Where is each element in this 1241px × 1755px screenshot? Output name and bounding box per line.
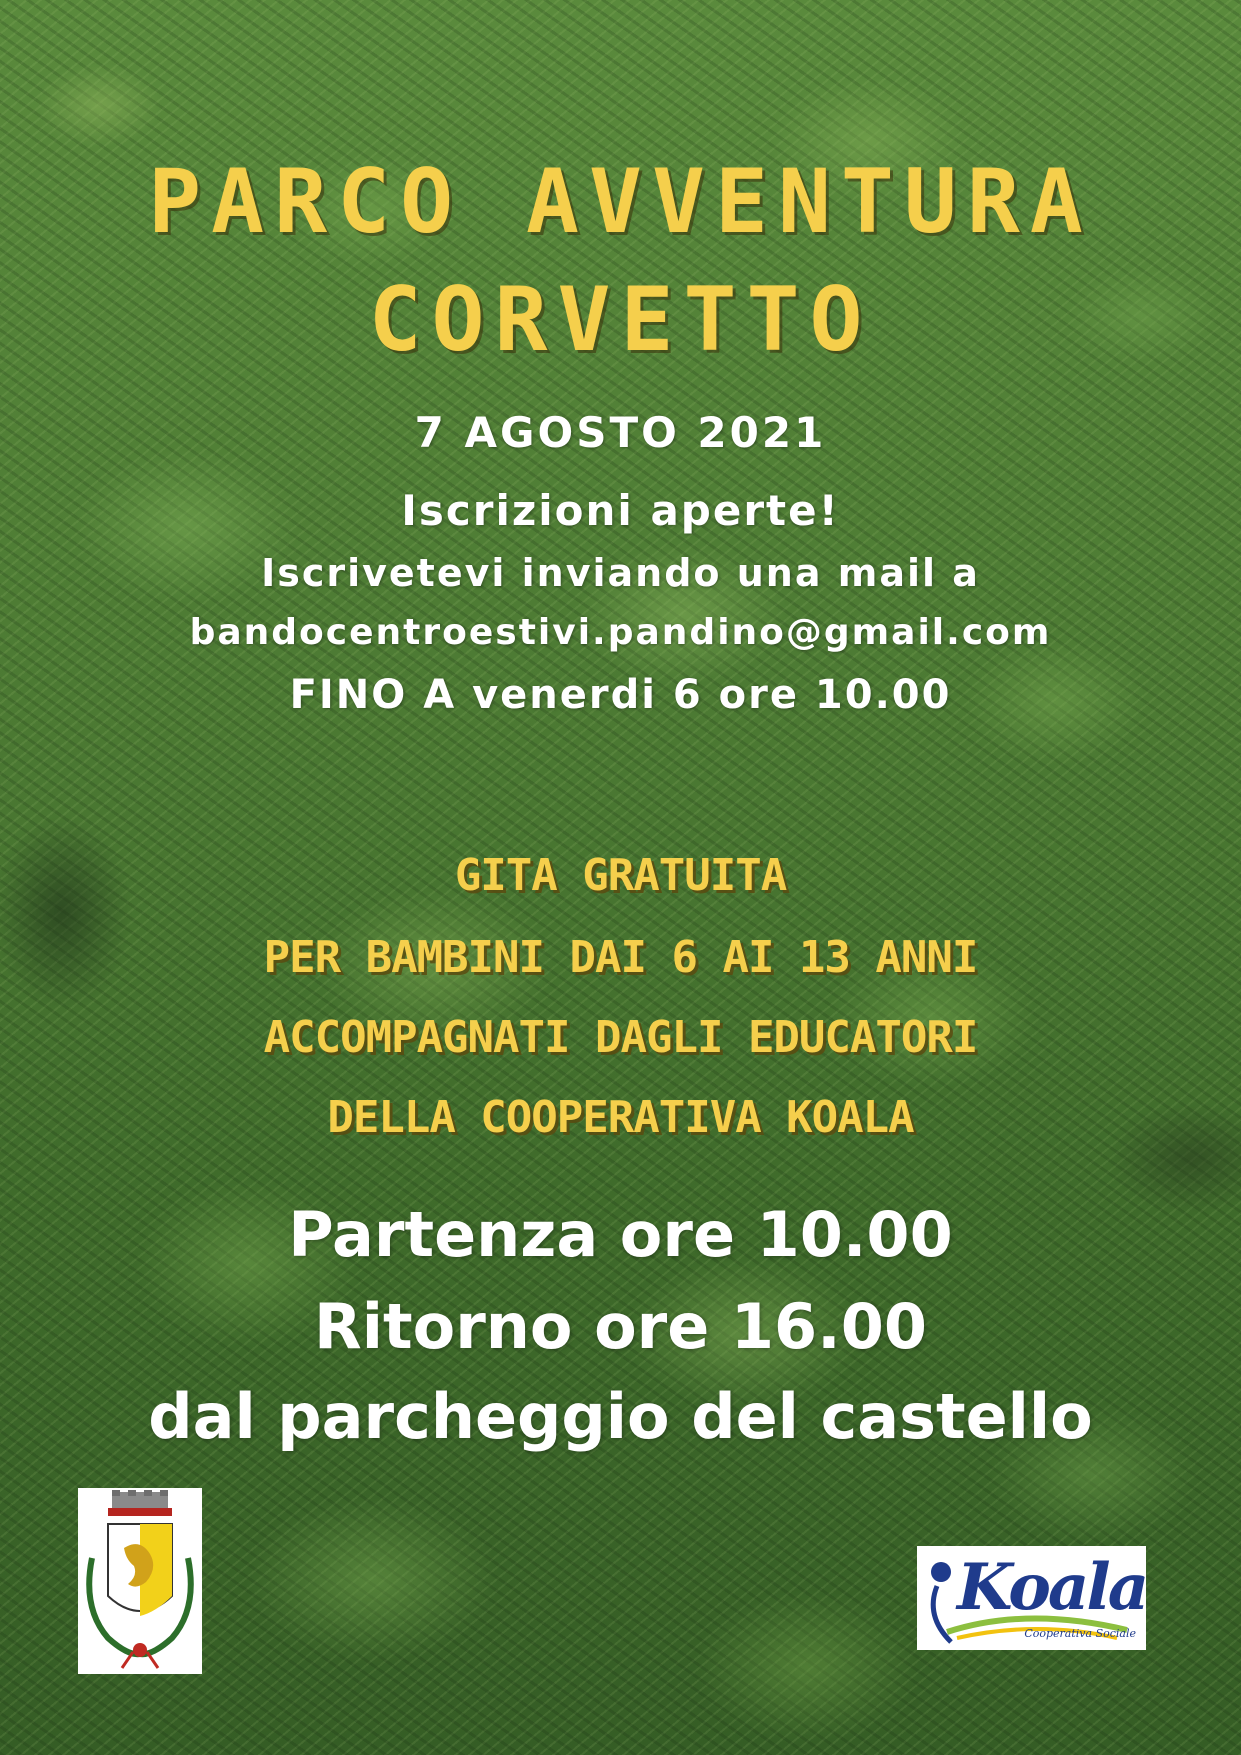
event-date: 7 AGOSTO 2021 — [414, 408, 827, 457]
koala-logo — [917, 1546, 1146, 1650]
koala-subtitle: Cooperativa Sociale — [1024, 1627, 1136, 1640]
trip-line-4: DELLA COOPERATIVA KOALA — [327, 1092, 914, 1143]
comune-logo — [78, 1488, 202, 1674]
registration-open: Iscrizioni aperte! — [401, 486, 840, 535]
koala-wordmark: Koala — [957, 1550, 1147, 1625]
title-line-1: PARCO AVVENTURA — [148, 150, 1093, 253]
schedule-departure: Partenza ore 10.00 — [288, 1198, 953, 1271]
registration-instruction: Iscrivetevi inviando una mail a — [261, 551, 980, 595]
title-line-2: CORVETTO — [368, 268, 873, 371]
registration-deadline: FINO A venerdi 6 ore 10.00 — [289, 672, 952, 718]
trip-line-1: GITA GRATUITA — [454, 850, 787, 901]
schedule-return: Ritorno ore 16.00 — [313, 1290, 928, 1363]
registration-email: bandocentroestivi.pandino@gmail.com — [189, 612, 1052, 653]
trip-line-3: ACCOMPAGNATI DAGLI EDUCATORI — [263, 1012, 978, 1063]
coat-of-arms-icon — [78, 1488, 202, 1674]
trip-line-2: PER BAMBINI DAI 6 AI 13 ANNI — [263, 932, 978, 983]
schedule-place: dal parcheggio del castello — [148, 1380, 1093, 1453]
